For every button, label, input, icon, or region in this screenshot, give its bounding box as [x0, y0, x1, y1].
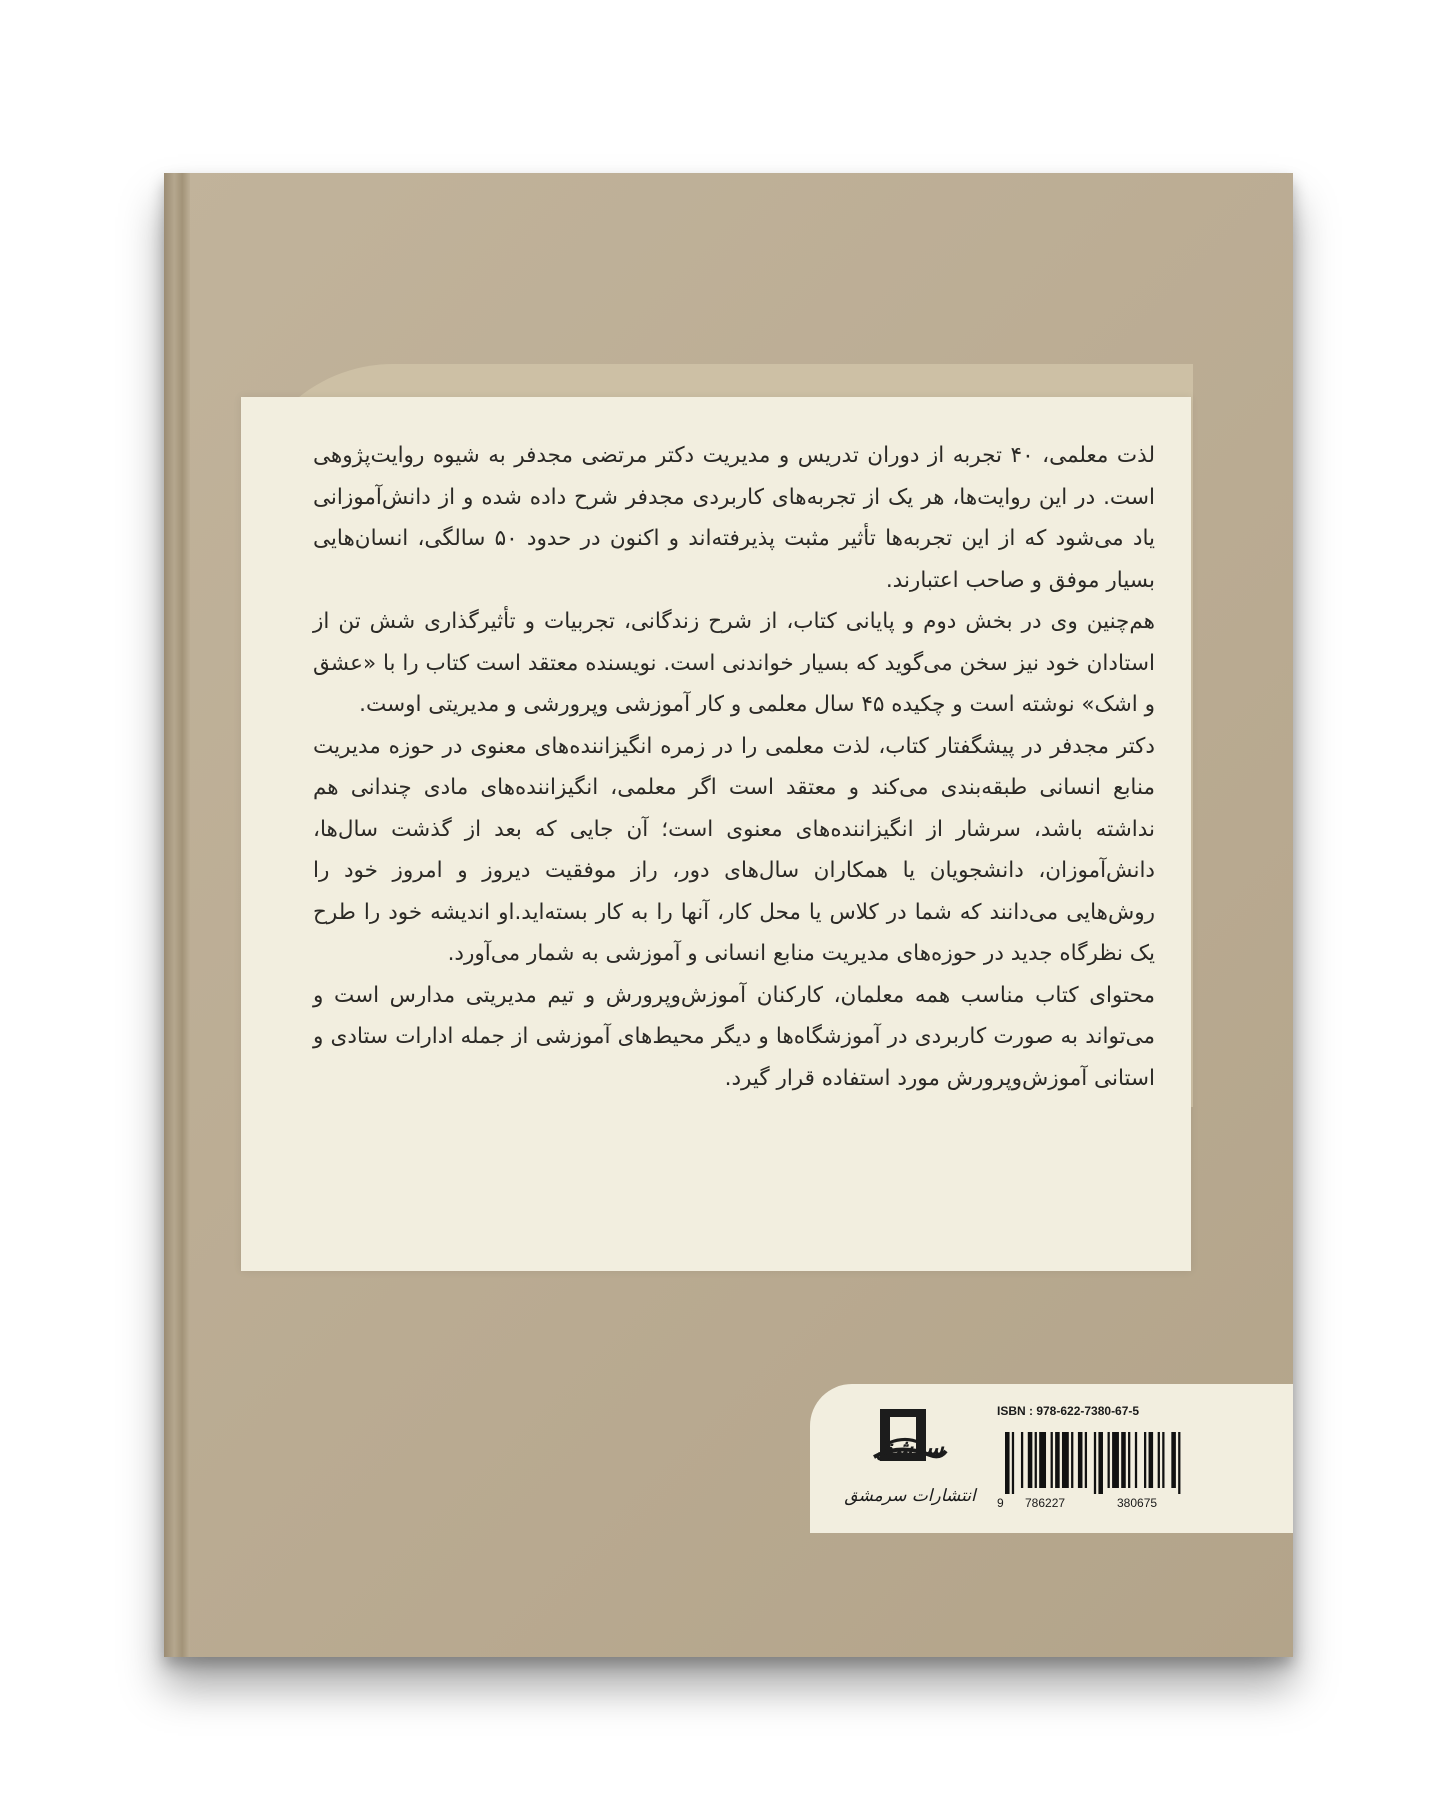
blurb-paragraph-1: لذت معلمی، ۴۰ تجربه از دوران تدریس و مدیریت دکتر مرتضی مجدفر به شیوه روایت‌پژوهی است. در این روایت‌ها، هر یک از تجربه‌های کاربردی مجدفر شرح داده شده و از دانش‌آموزانی یاد می‌شود که از این تجربه‌ها تأثیر مثبت پذیرفته‌اند و اکنون در حدود ۵۰ سالگی، انسان‌هایی بسیار موفق و صاحب اعتبارند. [313, 443, 1155, 593]
barcode-bar [1078, 1432, 1083, 1488]
publisher-name: انتشارات سرمشق [844, 1486, 976, 1506]
publisher-logo [844, 1407, 976, 1517]
barcode-bar [1162, 1432, 1164, 1488]
blurb-paragraph-2: هم‌چنین وی در بخش دوم و پایانی کتاب، از شرح زندگانی، تجربیات و تأثیرگذاری شش تن از استادان خود نیز سخن می‌گوید که بسیار خواندنی است. نویسنده معتقد است کتاب را با «عشق و اشک» نوشته است و چکیده ۴۵ سال معلمی و کار آموزشی وپرورشی و مدیریتی اوست. [313, 609, 1155, 717]
barcode-bar [1178, 1432, 1180, 1494]
barcode-bar [1005, 1432, 1010, 1494]
barcode-bar [1149, 1432, 1154, 1488]
blurb-panel [241, 397, 1191, 1271]
barcode-bar [1012, 1432, 1014, 1494]
isbn-label: ISBN : 978-622-7380-67-5 [997, 1404, 1140, 1418]
barcode-lead-digit: 9 [997, 1496, 1004, 1510]
barcode-bar [1144, 1432, 1146, 1488]
barcode-bar [1108, 1432, 1110, 1488]
barcode-bar [1094, 1432, 1096, 1494]
barcode-right-group: 380675 [1117, 1496, 1158, 1510]
publisher-logo-mark: سرشق [876, 1435, 944, 1461]
barcode-bar [1071, 1432, 1073, 1488]
barcode-bar [1171, 1432, 1176, 1488]
barcode-left-group: 786227 [1025, 1496, 1066, 1510]
book-back-cover [164, 173, 1293, 1657]
barcode-bar [1158, 1432, 1160, 1488]
barcode-bar [1085, 1432, 1087, 1488]
barcode-bar [1028, 1432, 1033, 1488]
barcode-bar [1128, 1432, 1130, 1488]
barcode-bar [1112, 1432, 1119, 1488]
publisher-isbn-box [810, 1384, 1293, 1533]
barcode-bar [1062, 1432, 1069, 1488]
barcode-bar [1135, 1432, 1137, 1488]
barcode-bar [1121, 1432, 1126, 1488]
barcode-bar [1039, 1432, 1046, 1488]
barcode-bar [1098, 1432, 1103, 1494]
book-spine [164, 173, 190, 1657]
barcode-bar [1055, 1432, 1060, 1488]
barcode-bar [1035, 1432, 1037, 1488]
blurb-paragraph-4: محتوای کتاب مناسب همه معلمان، کارکنان آموزش‌وپرورش و تیم مدیریتی مدارس است و می‌تواند به صورت کاربردی در آموزشگاه‌ها و دیگر محیط‌های آموزشی از جمله ادارات ستادی و استانی آموزش‌وپرورش مورد استفاده قرار گیرد. [313, 982, 1155, 1091]
blurb-paragraph-3: دکتر مجدفر در پیشگفتار کتاب، لذت معلمی را در زمره انگیزاننده‌های معنوی در حوزه مدیریت منابع انسانی طبقه‌بندی می‌کند و معتقد است اگر معلمی، انگیزاننده‌های مادی چندانی هم نداشته باشد، سرشار از انگیزاننده‌های معنوی است؛ آن جایی که بعد از گذشت سال‌ها، دانش‌آموزان، دانشجویان یا همکاران سال‌های دور، راز موفقیت دیروز و امروز خود را روش‌هایی می‌دانند که شما در کلاس یا محل کار، آنها را به کار بسته‌اید.او اندیشه خود را طرح یک نظرگاه جدید در حوزه‌های مدیریت منابع انسانی و آموزشی به شمار می‌آورد. [313, 733, 1155, 966]
barcode-bar [1051, 1432, 1053, 1488]
barcode-bar [1021, 1432, 1023, 1488]
barcode [1005, 1432, 1185, 1494]
